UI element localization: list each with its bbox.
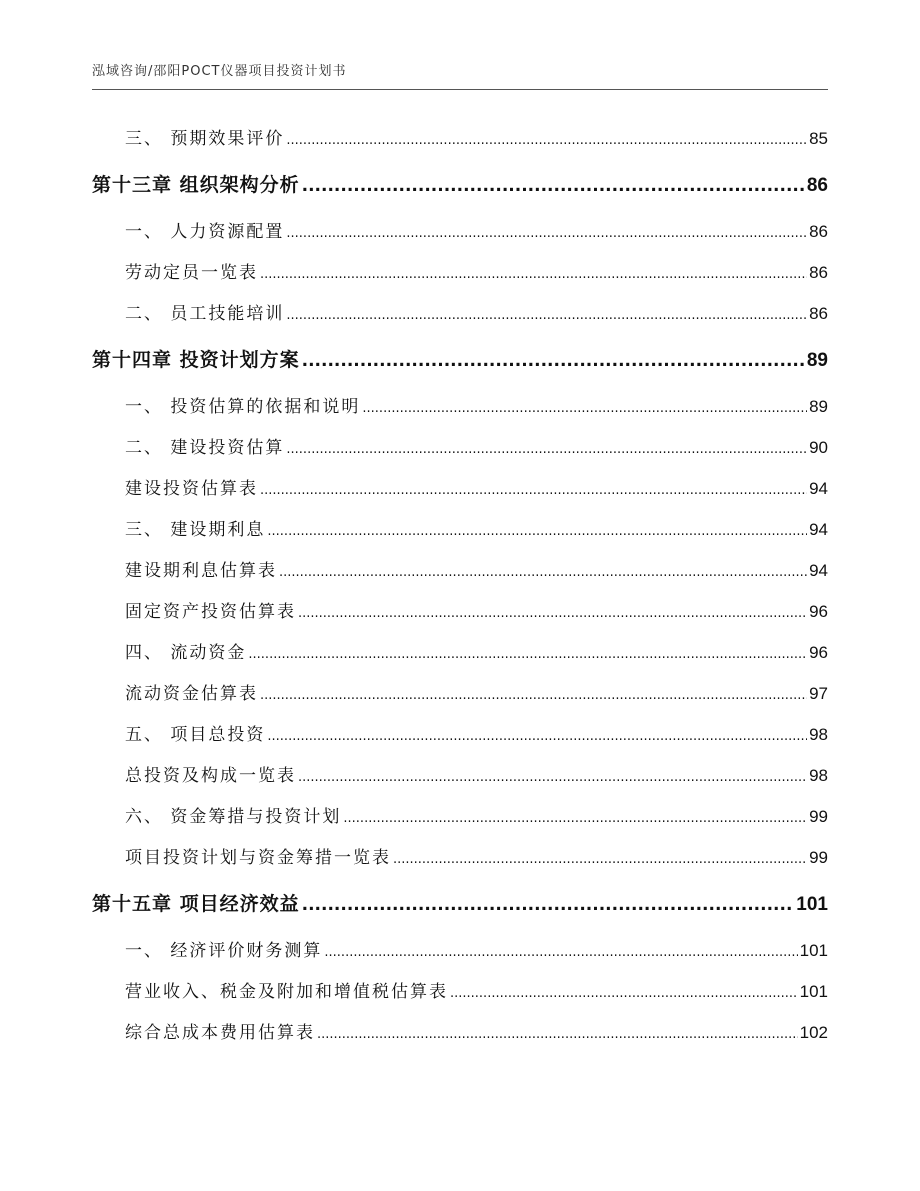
toc-entry[interactable] bbox=[92, 386, 828, 427]
toc-entry[interactable] bbox=[92, 632, 828, 673]
toc-entry[interactable] bbox=[92, 293, 828, 334]
dot-leader bbox=[267, 510, 807, 552]
toc-entry-page: 98 bbox=[809, 766, 828, 785]
toc-chapter[interactable] bbox=[92, 334, 828, 386]
toc-entry[interactable] bbox=[92, 971, 828, 1012]
toc-entry-page: 96 bbox=[809, 602, 828, 621]
toc-entry-page: 99 bbox=[809, 848, 828, 867]
toc-entry[interactable] bbox=[92, 930, 828, 971]
dot-leader bbox=[298, 756, 807, 798]
toc-entry-title: 一、 人力资源配置 bbox=[125, 222, 285, 242]
toc-entry[interactable] bbox=[92, 714, 828, 755]
toc-entry[interactable] bbox=[92, 837, 828, 878]
toc-entry[interactable] bbox=[92, 796, 828, 837]
toc-entry-page: 94 bbox=[809, 561, 828, 580]
toc-entry[interactable] bbox=[92, 591, 828, 632]
dot-leader bbox=[302, 878, 795, 931]
toc-entry[interactable] bbox=[92, 118, 828, 159]
toc-entry-title: 六、 资金筹措与投资计划 bbox=[125, 807, 342, 827]
table-of-contents bbox=[92, 118, 828, 1053]
toc-entry-title: 二、 员工技能培训 bbox=[125, 304, 285, 324]
toc-chapter-page: 86 bbox=[806, 175, 828, 196]
toc-chapter[interactable] bbox=[92, 878, 828, 930]
toc-entry[interactable] bbox=[92, 211, 828, 252]
toc-entry[interactable] bbox=[92, 468, 828, 509]
toc-entry-title: 劳动定员一览表 bbox=[125, 263, 258, 283]
toc-entry-page: 98 bbox=[809, 725, 828, 744]
toc-entry-page: 86 bbox=[809, 222, 828, 241]
document-header: 泓域咨询/邵阳POCT仪器项目投资计划书 bbox=[92, 60, 828, 90]
dot-leader bbox=[286, 294, 807, 336]
toc-entry-title: 一、 经济评价财务测算 bbox=[125, 941, 323, 961]
toc-entry-page: 102 bbox=[799, 1023, 828, 1042]
toc-entry-page: 86 bbox=[809, 263, 828, 282]
toc-entry-page: 97 bbox=[809, 684, 828, 703]
dot-leader bbox=[286, 119, 807, 161]
toc-chapter-title: 第十三章 组织架构分析 bbox=[92, 174, 300, 196]
toc-chapter-page: 101 bbox=[796, 894, 828, 915]
toc-entry[interactable] bbox=[92, 509, 828, 550]
toc-entry-title: 综合总成本费用估算表 bbox=[125, 1023, 315, 1043]
dot-leader bbox=[302, 159, 805, 212]
dot-leader bbox=[260, 253, 807, 295]
dot-leader bbox=[279, 551, 807, 593]
toc-entry-title: 营业收入、税金及附加和增值税估算表 bbox=[125, 982, 448, 1002]
dot-leader bbox=[393, 838, 807, 880]
dot-leader bbox=[362, 387, 807, 429]
toc-entry-page: 96 bbox=[809, 643, 828, 662]
toc-entry-page: 94 bbox=[809, 520, 828, 539]
dot-leader bbox=[267, 715, 807, 757]
toc-entry-page: 99 bbox=[809, 807, 828, 826]
toc-entry[interactable] bbox=[92, 252, 828, 293]
dot-leader bbox=[317, 1013, 798, 1055]
toc-entry[interactable] bbox=[92, 673, 828, 714]
toc-entry-title: 固定资产投资估算表 bbox=[125, 602, 296, 622]
toc-entry-title: 五、 项目总投资 bbox=[125, 725, 266, 745]
dot-leader bbox=[302, 334, 805, 387]
toc-entry-title: 一、 投资估算的依据和说明 bbox=[125, 397, 361, 417]
toc-entry-page: 89 bbox=[809, 397, 828, 416]
toc-entry-title: 项目投资计划与资金筹措一览表 bbox=[125, 848, 391, 868]
toc-entry-page: 94 bbox=[809, 479, 828, 498]
toc-entry-title: 四、 流动资金 bbox=[125, 643, 247, 663]
dot-leader bbox=[298, 592, 807, 634]
toc-entry[interactable] bbox=[92, 755, 828, 796]
toc-chapter-page: 89 bbox=[806, 350, 828, 371]
dot-leader bbox=[324, 931, 797, 973]
toc-entry-page: 101 bbox=[799, 982, 828, 1001]
toc-entry-title: 三、 建设期利息 bbox=[125, 520, 266, 540]
dot-leader bbox=[343, 797, 807, 839]
toc-chapter[interactable] bbox=[92, 159, 828, 211]
dot-leader bbox=[260, 469, 807, 511]
toc-entry-title: 二、 建设投资估算 bbox=[125, 438, 285, 458]
dot-leader bbox=[260, 674, 807, 716]
toc-chapter-title: 第十四章 投资计划方案 bbox=[92, 349, 300, 371]
dot-leader bbox=[286, 212, 807, 254]
dot-leader bbox=[450, 972, 798, 1014]
toc-entry-page: 101 bbox=[799, 941, 828, 960]
toc-entry-title: 流动资金估算表 bbox=[125, 684, 258, 704]
toc-chapter-title: 第十五章 项目经济效益 bbox=[92, 893, 300, 915]
toc-entry-page: 85 bbox=[809, 129, 828, 148]
toc-entry[interactable] bbox=[92, 427, 828, 468]
dot-leader bbox=[248, 633, 807, 675]
toc-entry-page: 90 bbox=[809, 438, 828, 457]
toc-entry-title: 建设期利息估算表 bbox=[125, 561, 277, 581]
toc-entry-title: 总投资及构成一览表 bbox=[125, 766, 296, 786]
toc-entry[interactable] bbox=[92, 1012, 828, 1053]
toc-entry-title: 建设投资估算表 bbox=[125, 479, 258, 499]
toc-entry-page: 86 bbox=[809, 304, 828, 323]
dot-leader bbox=[286, 428, 807, 470]
toc-entry[interactable] bbox=[92, 550, 828, 591]
toc-entry-title: 三、 预期效果评价 bbox=[125, 129, 285, 149]
